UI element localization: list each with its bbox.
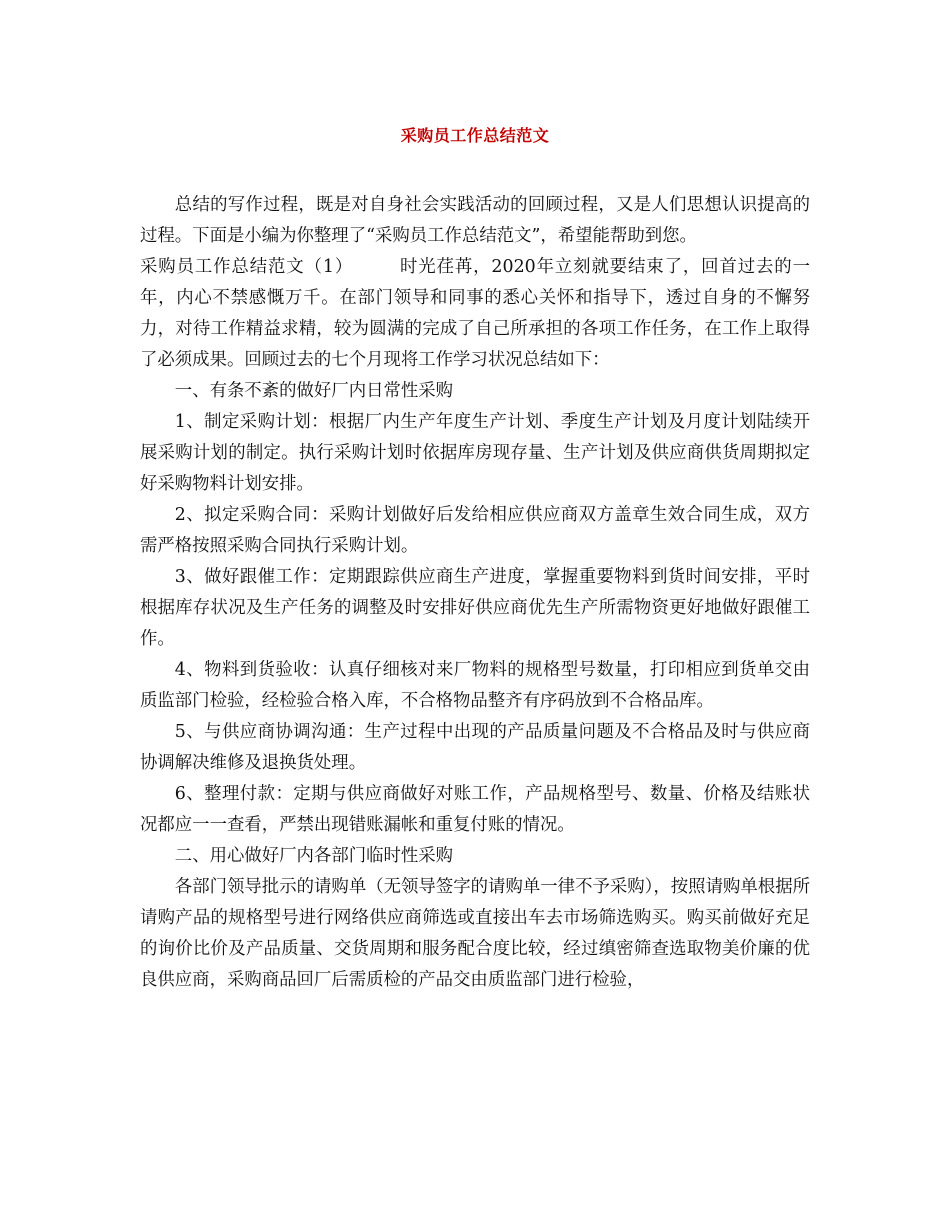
heading-daily-procurement: 一、有条不紊的做好厂内日常性采购 <box>174 381 454 401</box>
section-one-paragraph <box>140 252 810 376</box>
section-lead: 时光荏苒，2020年立刻就要结束了，回首过去的一年，内心不禁感慨万千。在部门领导和同事的悉心关怀和指导下，透过自身的不懈努力，对待工作精益求精，较为圆满的完成了自己所承担的各项工作任务，在工作上取得了必须成果。回顾过去的七个月现将工作学习状况总结如下： <box>140 257 810 370</box>
paragraph-acceptance: 4、物料到货验收：认真仔细核对来厂物料的规格型号数量，打印相应到货单交由质监部门检验，经检验合格入库，不合格物品整齐有序码放到不合格品库。 <box>140 660 810 711</box>
heading-temporary-procurement: 二、用心做好厂内各部门临时性采购 <box>174 846 454 866</box>
section-label: 采购员工作总结范文（1） <box>140 257 354 277</box>
intro-paragraph: 总结的写作过程，既是对自身社会实践活动的回顾过程，又是人们思想认识提高的过程。下面是小编为你整理了“采购员工作总结范文”，希望能帮助到您。 <box>140 195 810 246</box>
paragraph-requisition: 各部门领导批示的请购单（无领导签字的请购单一律不予采购），按照请购单根据所请购产品的规格型号进行网络供应商筛选或直接出车去市场筛选购买。购买前做好充足的询价比价及产品质量、交货周期和服务配合度比较，经过缜密筛查选取物美价廉的优良供应商，采购商品回厂后需质检的产品交由质监部门进行检验， <box>140 877 810 990</box>
paragraph-plan: 1、制定采购计划：根据厂内生产年度生产计划、季度生产计划及月度计划陆续开展采购计划的制定。执行采购计划时依据库房现存量、生产计划及供应商供货周期拟定好采购物料计划安排。 <box>140 412 810 494</box>
paragraph-follow-up: 3、做好跟催工作：定期跟踪供应商生产进度，掌握重要物料到货时间安排，平时根据库存状况及生产任务的调整及时安排好供应商优先生产所需物资更好地做好跟催工作。 <box>140 567 810 649</box>
paragraph-contract: 2、拟定采购合同：采购计划做好后发给相应供应商双方盖章生效合同生成，双方需严格按照采购合同执行采购计划。 <box>140 505 810 556</box>
paragraph-supplier-communication: 5、与供应商协调沟通：生产过程中出现的产品质量问题及不合格品及时与供应商协调解决维修及退换货处理。 <box>140 722 810 773</box>
paragraph-payment: 6、整理付款：定期与供应商做好对账工作，产品规格型号、数量、价格及结账状况都应一一查看，严禁出现错账漏帐和重复付账的情况。 <box>140 784 810 835</box>
document-body <box>140 190 810 996</box>
document-title: 采购员工作总结范文 <box>400 126 550 145</box>
